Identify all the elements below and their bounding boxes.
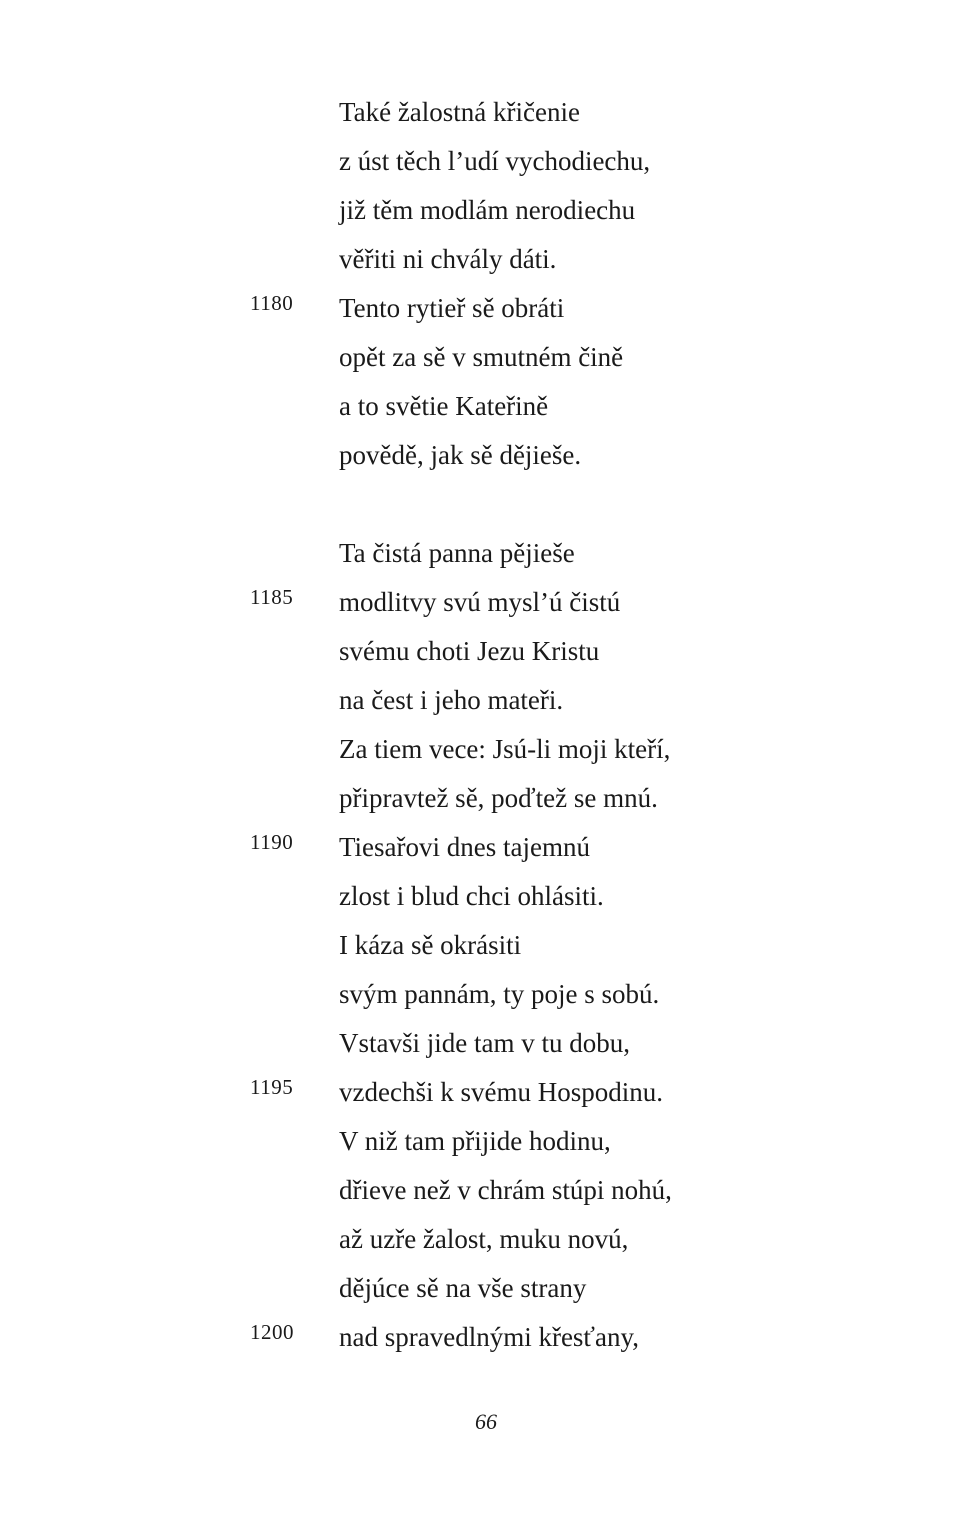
verse-line: [0, 1166, 960, 1215]
verse-line: [0, 676, 960, 725]
verse-line: [0, 1117, 960, 1166]
verse-line: [0, 284, 960, 333]
verse-text: Vstavši jide tam v tu dobu,: [339, 1028, 630, 1058]
verse-text: opět za sě v smutném čině: [339, 342, 624, 372]
verse-line: [0, 382, 960, 431]
verse-line: [0, 823, 960, 872]
verse-text: Za tiem vece: Jsú-li moji kteří,: [339, 734, 671, 764]
line-number: 1195: [250, 1075, 294, 1099]
verse-line: [0, 431, 960, 480]
verse-text: připravtež sě, poďtež se mnú.: [339, 783, 658, 813]
verse-line: [0, 627, 960, 676]
verse-line: [0, 88, 960, 137]
verse-line: [0, 333, 960, 382]
verse-line: [0, 1215, 960, 1264]
verse-text: vzdechši k svému Hospodinu.: [339, 1077, 663, 1107]
verse-text: zlost i blud chci ohlásiti.: [339, 881, 604, 911]
verse-line: [0, 921, 960, 970]
verse-line: [0, 137, 960, 186]
verse-text: Tento rytieř sě obráti: [339, 293, 565, 323]
stanza-2: [0, 529, 960, 1362]
verse-line: [0, 725, 960, 774]
verse-text: z úst těch l’udí vychodiechu,: [339, 146, 651, 176]
verse-text: dřieve než v chrám stúpi nohú,: [339, 1175, 672, 1205]
verse-text: a to světie Kateřině: [339, 391, 549, 421]
line-number: 1190: [250, 830, 294, 854]
verse-line: [0, 1019, 960, 1068]
line-number: 1180: [250, 291, 294, 315]
verse-text: I káza sě okrásiti: [339, 930, 522, 960]
verse-text: Ta čistá panna pějieše: [339, 538, 575, 568]
verse-text: nad spravedlnými křesťany,: [339, 1322, 639, 1352]
verse-text: Tiesařovi dnes tajemnú: [339, 832, 590, 862]
verse-line: [0, 578, 960, 627]
verse-text: až uzře žalost, muku novú,: [339, 1224, 629, 1254]
line-number: 1200: [250, 1320, 294, 1344]
verse-line: [0, 529, 960, 578]
verse-line: [0, 1313, 960, 1362]
verse-line: [0, 970, 960, 1019]
verse-line: [0, 1264, 960, 1313]
verse-line: [0, 872, 960, 921]
verse-line: [0, 774, 960, 823]
verse-text: na čest i jeho mateři.: [339, 685, 564, 715]
stanza-1: [0, 88, 960, 480]
verse-text: povědě, jak sě dějieše.: [339, 440, 582, 470]
verse-line: [0, 235, 960, 284]
verse-text: již těm modlám nerodiechu: [339, 195, 636, 225]
line-number: 1185: [250, 585, 294, 609]
verse-text: svým pannám, ty poje s sobú.: [339, 979, 660, 1009]
verse-text: svému choti Jezu Kristu: [339, 636, 600, 666]
verse-line: [0, 1068, 960, 1117]
verse-text: V niž tam přijide hodinu,: [339, 1126, 611, 1156]
page-number: 66: [475, 1409, 497, 1434]
verse-line: [0, 186, 960, 235]
verse-text: modlitvy svú mysl’ú čistú: [339, 587, 621, 617]
verse-text: Také žalostná křičenie: [339, 97, 580, 127]
verse-text: věřiti ni chvály dáti.: [339, 244, 557, 274]
verse-text: dějúce sě na vše strany: [339, 1273, 587, 1303]
